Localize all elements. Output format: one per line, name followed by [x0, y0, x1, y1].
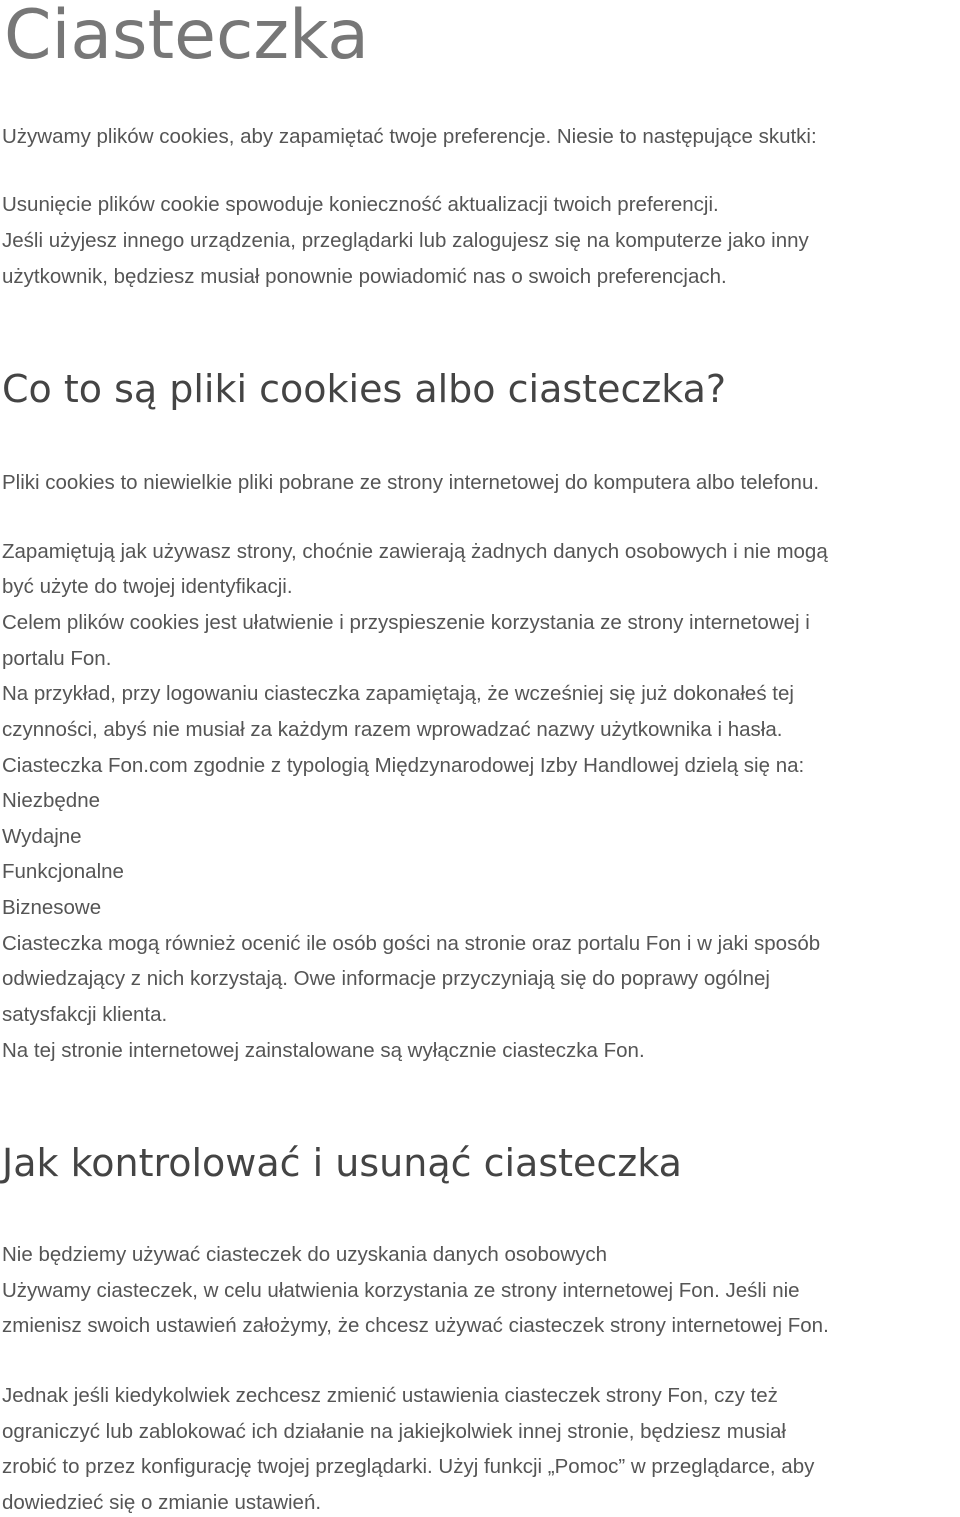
section2-line-5: ograniczyć lub zablokować ich działanie na jakiejkolwiek innej stronie, będziesz musiał: [2, 1420, 786, 1443]
section1-line-2: Zapamiętują jak używasz strony, choćnie zawierają żadnych danych osobowych i nie mogą: [2, 540, 828, 563]
intro-line-3: Jeśli użyjesz innego urządzenia, przeglądarki lub zalogujesz się na komputerze jako inny: [2, 229, 809, 252]
section1-line-12: Na tej stronie internetowej zainstalowane są wyłącznie ciasteczka Fon.: [2, 1039, 645, 1062]
section1-line-10: odwiedzający z nich korzystają. Owe informacje przyczyniają się do poprawy ogólnej: [2, 967, 770, 990]
section2-line-4: Jednak jeśli kiedykolwiek zechcesz zmienić ustawienia ciasteczek strony Fon, czy też: [2, 1384, 778, 1407]
section1-line-11: satysfakcji klienta.: [2, 1003, 168, 1026]
cookie-type-necessary: Niezbędne: [2, 789, 101, 812]
section1-line-8: Ciasteczka Fon.com zgodnie z typologią Międzynarodowej Izby Handlowej dzielą się na:: [2, 754, 805, 777]
section2-line-3: zmienisz swoich ustawień założymy, że chcesz używać ciasteczek strony internetowej Fon.: [2, 1314, 829, 1337]
section1-line-5: portalu Fon.: [2, 647, 112, 670]
section1-line-3: być użyte do twojej identyfikacji.: [2, 575, 293, 598]
section2-line-7: dowiedzieć się o zmianie ustawień.: [2, 1491, 322, 1514]
section1-line-6: Na przykład, przy logowaniu ciasteczka zapamiętają, że wcześniej się już dokonałeś tej: [2, 682, 794, 705]
section-heading-what-are-cookies: Co to są pliki cookies albo ciasteczka?: [2, 367, 727, 411]
section-heading-control-cookies: Jak kontrolować i usunąć ciasteczka: [2, 1141, 682, 1185]
section1-line-7: czynności, abyś nie musiał za każdym razem wprowadzać nazwy użytkownika i hasła.: [2, 718, 783, 741]
section1-line-9: Ciasteczka mogą również ocenić ile osób gości na stronie oraz portalu Fon i w jaki sposób: [2, 932, 821, 955]
section1-line-4: Celem plików cookies jest ułatwienie i przyspieszenie korzystania ze strony internetowej i: [2, 611, 810, 634]
cookie-type-functional: Funkcjonalne: [2, 860, 124, 883]
page-title: Ciasteczka: [4, 0, 369, 75]
section2-line-2: Używamy ciasteczek, w celu ułatwienia korzystania ze strony internetowej Fon. Jeśli nie: [2, 1279, 800, 1302]
section2-line-1: Nie będziemy używać ciasteczek do uzyskania danych osobowych: [2, 1243, 608, 1266]
intro-line-4: użytkownik, będziesz musiał ponownie powiadomić nas o swoich preferencjach.: [2, 265, 727, 288]
section1-line-1: Pliki cookies to niewielkie pliki pobrane ze strony internetowej do komputera albo telefonu.: [2, 471, 820, 494]
intro-line-2: Usunięcie plików cookie spowoduje konieczność aktualizacji twoich preferencji.: [2, 193, 719, 216]
cookie-type-business: Biznesowe: [2, 896, 102, 919]
section2-line-6: zrobić to przez konfigurację twojej przeglądarki. Użyj funkcji „Pomoc” w przeglądarce, aby: [2, 1455, 815, 1478]
cookie-type-performance: Wydajne: [2, 825, 82, 848]
intro-line-1: Używamy plików cookies, aby zapamiętać twoje preferencje. Niesie to następujące skutki:: [2, 125, 817, 148]
